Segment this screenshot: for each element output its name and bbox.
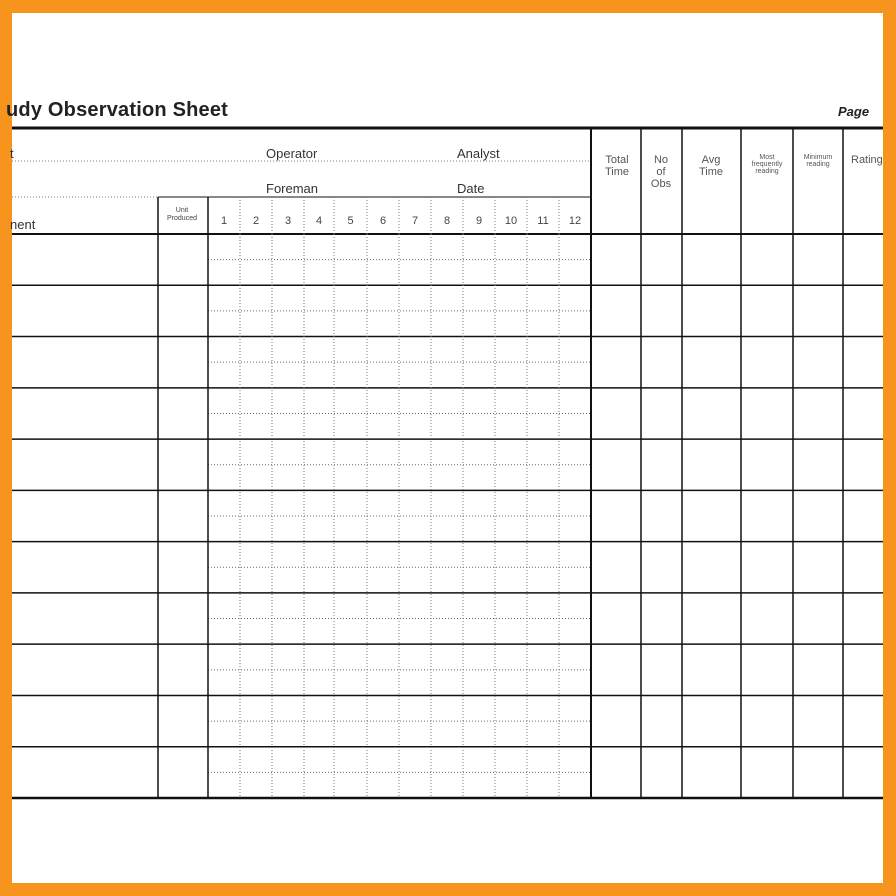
page-label: Page [838, 104, 870, 119]
observation-number-7: 7 [411, 215, 419, 227]
observation-number-9: 9 [475, 215, 483, 227]
sheet-grid [12, 13, 883, 883]
observation-number-3: 3 [284, 215, 292, 227]
foreman-label: Foreman [266, 181, 319, 196]
field-label-partial: t [10, 146, 14, 161]
operator-label: Operator [266, 146, 318, 161]
observation-number-11: 11 [537, 215, 549, 227]
observation-number-2: 2 [252, 215, 260, 227]
date-label: Date [457, 181, 485, 196]
observation-number-8: 8 [443, 215, 451, 227]
minimum-reading-header: Minimum reading [803, 154, 833, 168]
total-time-header: Total Time [604, 154, 630, 178]
observation-sheet [6, 13, 883, 883]
observation-number-10: 10 [504, 215, 518, 227]
observation-number-6: 6 [379, 215, 387, 227]
element-label-partial: nent [10, 217, 36, 232]
analyst-label: Analyst [457, 146, 500, 161]
no-of-obs-header: No of Obs [650, 154, 672, 190]
observation-number-12: 12 [568, 215, 582, 227]
sheet-title: udy Observation Sheet [6, 99, 229, 121]
unit-produced-header: Unit Produced [167, 207, 197, 222]
observation-number-1: 1 [220, 215, 228, 227]
rating-header: Rating [851, 154, 883, 166]
most-frequent-header: Most frequently reading [751, 154, 783, 175]
observation-number-5: 5 [347, 215, 354, 227]
observation-number-4: 4 [315, 215, 323, 227]
avg-time-header: Avg Time [698, 154, 724, 178]
